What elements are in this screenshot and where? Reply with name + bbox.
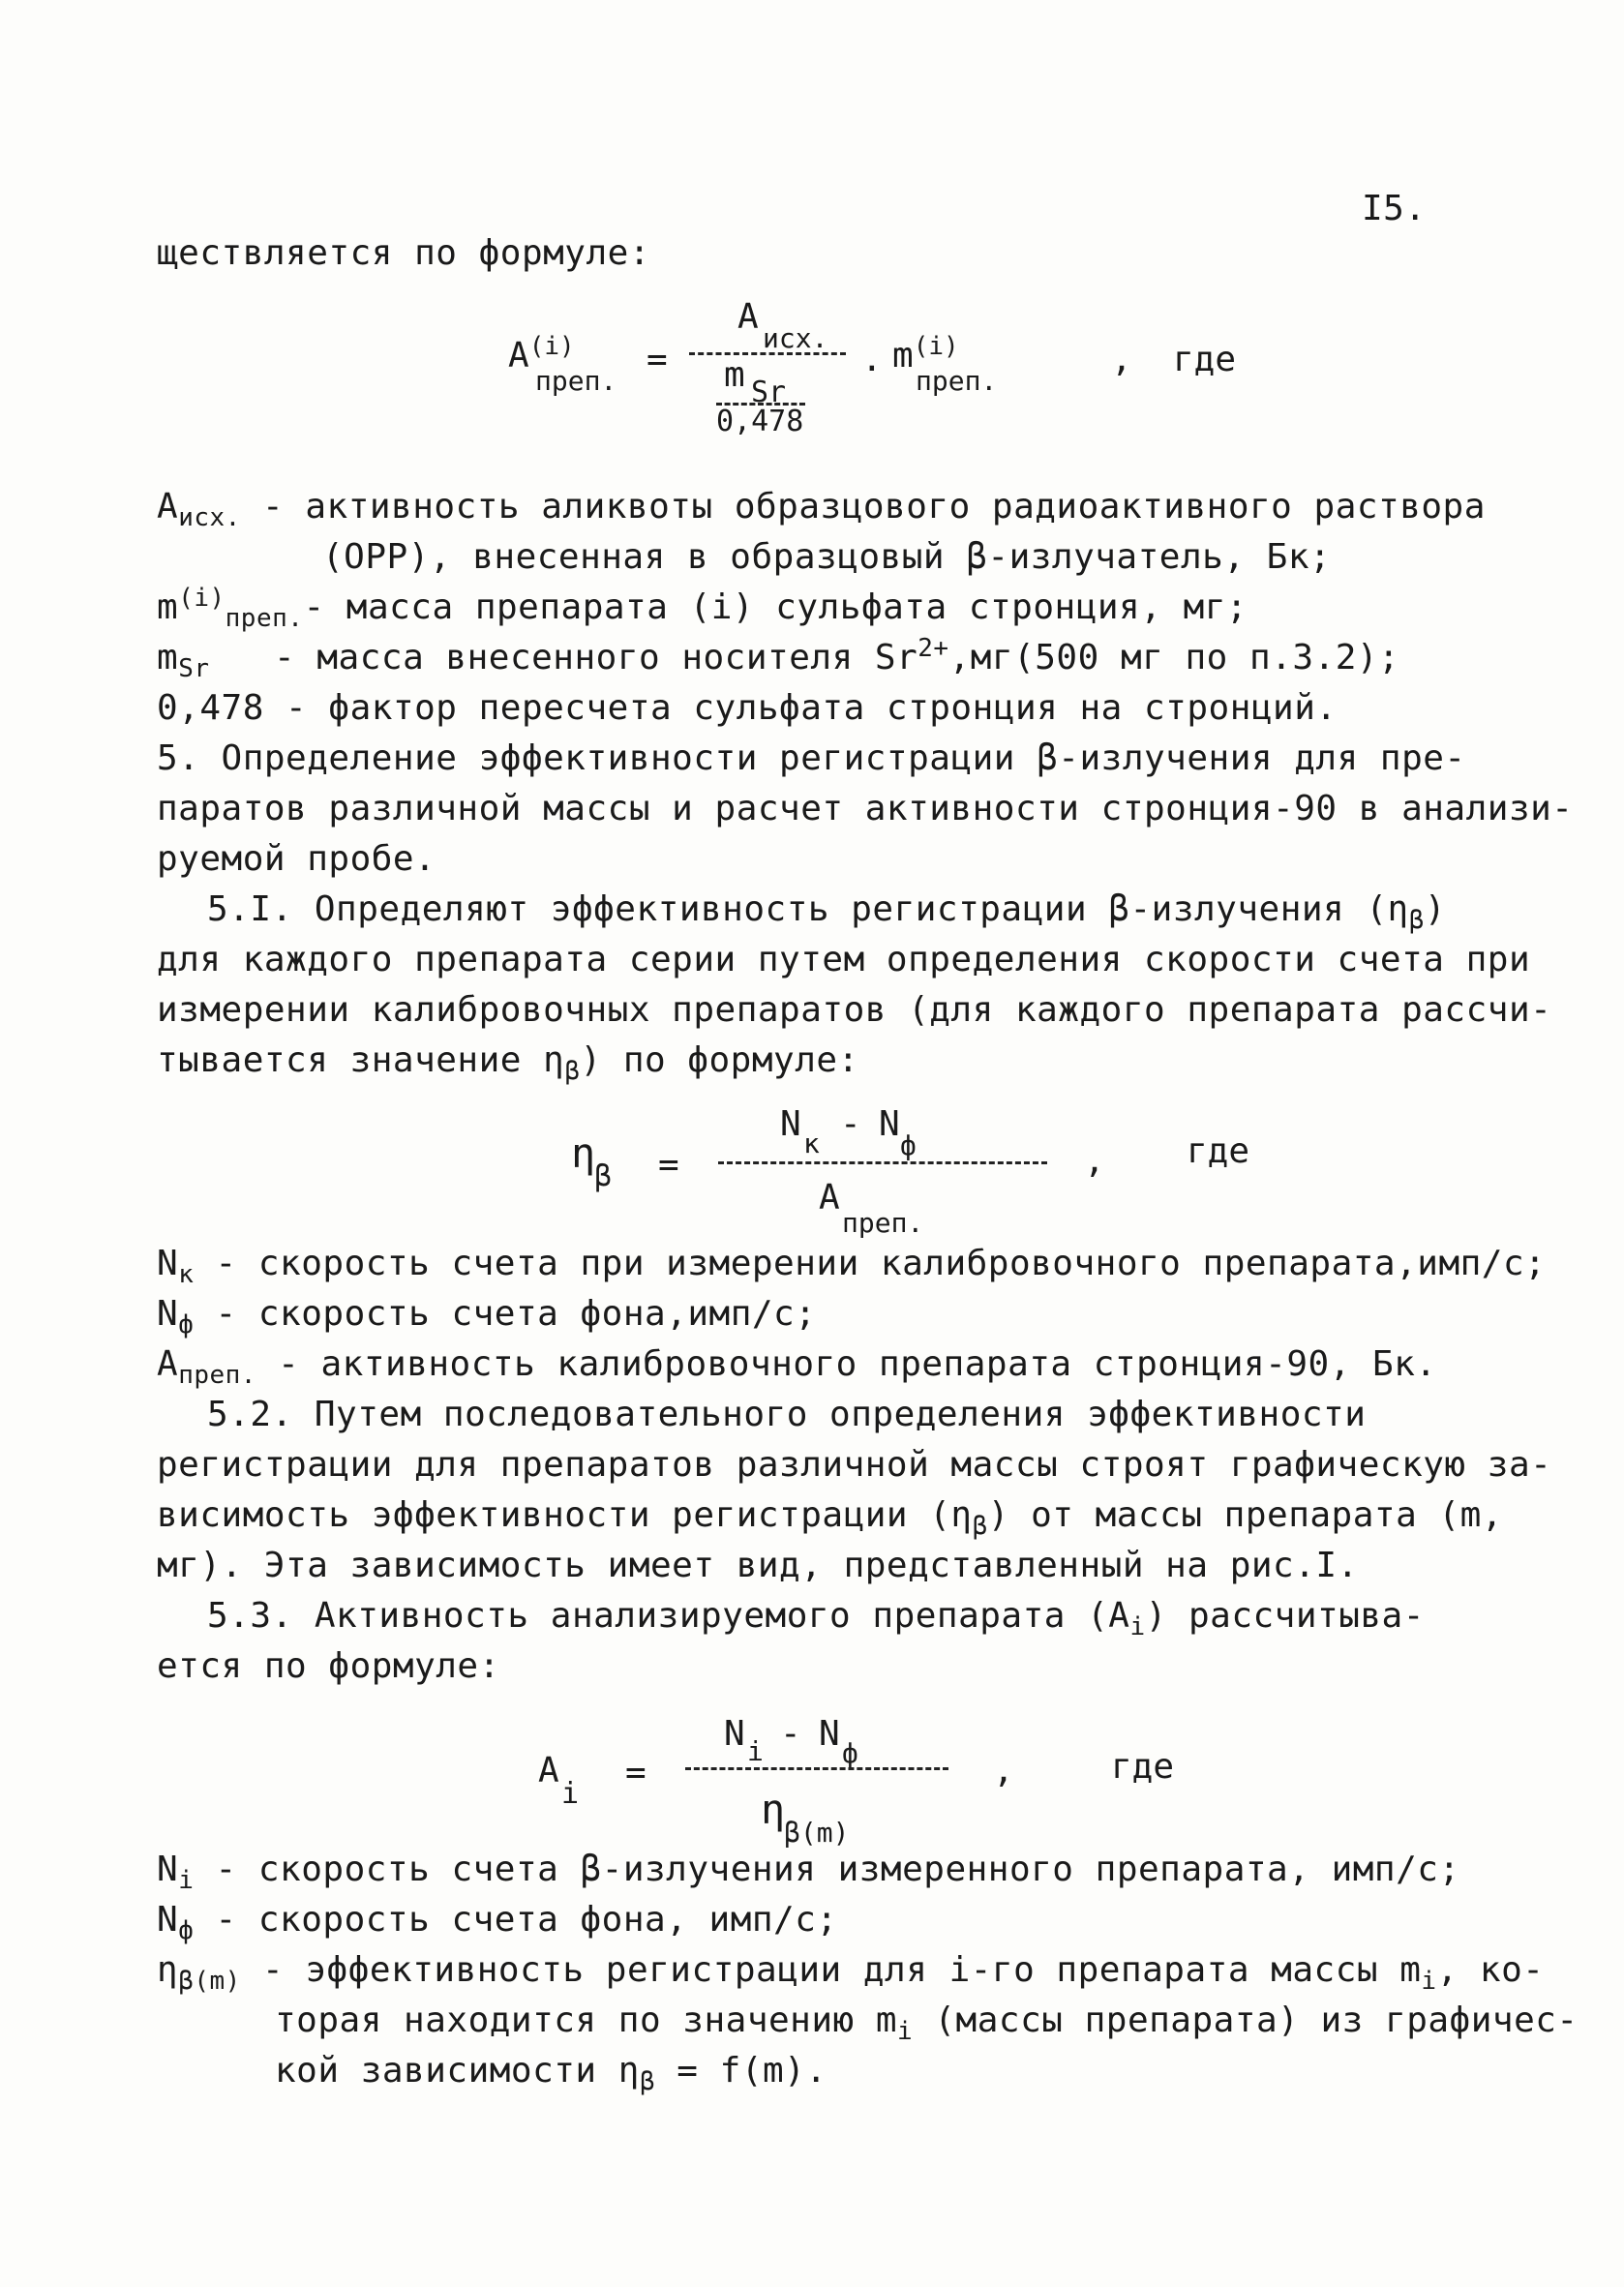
formula2-minus: -	[840, 1104, 861, 1144]
formula2-num-a: N	[780, 1104, 801, 1144]
intro-line: ществляется по формуле:	[157, 233, 650, 273]
p51-line2: для каждого препарата серии путем определения скорости счета при	[157, 940, 1531, 979]
formula1-lhs: $A^{(i)}$	[508, 332, 575, 376]
def-m-prep: $m^{(i)}_{преп.}-$ масса препарата (i) сульфата стронция, мг;	[157, 584, 1248, 634]
formula3-num-a-sub: i	[747, 1735, 764, 1767]
section5-line2: паратов различной массы и расчет активности стронция-90 в анализи-	[157, 789, 1574, 828]
formula1-dot: .	[861, 340, 883, 379]
formula3-comma: ,	[993, 1751, 1014, 1790]
formula3-den-sub: β(m)	[784, 1817, 850, 1849]
formula2-where: где	[1187, 1131, 1250, 1171]
def-eta-m-cont2: кой зависимости $\eta_\beta = f(m)$.	[275, 2051, 827, 2097]
p51-line1: 5.I. Определяют эффективность регистрации β-излучения $(\eta_\beta)$	[207, 889, 1447, 936]
formula1-rhs-sub: преп.	[916, 365, 998, 397]
formula2-den: A	[819, 1178, 840, 1218]
def-ni: $N_i$ - скорость счета β-излучения измеренного препарата, имп/с;	[157, 1850, 1460, 1896]
formula2-comma: ,	[1084, 1141, 1105, 1181]
def-factor: 0,478 - фактор пересчета сульфата стронция на стронций.	[157, 688, 1338, 728]
page-number: I5.	[1362, 189, 1427, 228]
formula3-num-b: N	[819, 1714, 840, 1754]
def-a-prep: $A_{преп.}$ - активность калибровочного препарата стронция-90, Бк.	[157, 1344, 1437, 1391]
formula2-num-a-sub: к	[803, 1128, 820, 1159]
formula3-lhs: A	[538, 1751, 559, 1790]
formula2-fraction-line	[718, 1161, 1047, 1164]
formula3-fraction-line	[685, 1767, 948, 1770]
formula2-eq: =	[658, 1145, 679, 1185]
formula3-den: η	[761, 1786, 786, 1833]
def-eta-m: $\eta_{\beta(m)}$ - эффективность регистрации для i-го препарата массы $m_i$, ко-	[157, 1950, 1545, 1997]
formula1-comma: ,	[1111, 340, 1132, 379]
section5-line1: 5. Определение эффективности регистрации β-излучения для пре-	[157, 738, 1466, 778]
formula1-eq: =	[647, 340, 668, 379]
section5-line3: руемой пробе.	[157, 839, 436, 879]
p52-line2: регистрации для препаратов различной массы строят графическую за-	[157, 1445, 1552, 1485]
p53-line2: ется по формуле:	[157, 1646, 500, 1686]
def-m-sr: $m_{Sr}$ - масса внесенного носителя $Sr^{2+},мг(500$ мг по п.3.2);	[157, 634, 1400, 684]
formula1-fraction-line	[689, 352, 846, 355]
formula1-lhs-sub: преп.	[535, 365, 617, 397]
formula1-where: где	[1173, 340, 1237, 379]
formula3-eq: =	[625, 1753, 647, 1792]
def-nf2: $N_ф$ - скорость счета фона, имп/с;	[157, 1900, 838, 1946]
formula3-num-b-sub: ф	[842, 1737, 858, 1769]
def-nf: $N_ф$ - скорость счета фона,имп/с;	[157, 1294, 817, 1340]
p52-line1: 5.2. Путем последовательного определения эффективности	[207, 1395, 1367, 1434]
formula1-num: A	[737, 297, 759, 337]
def-eta-m-cont1: торая находится по значению $m_i$ (массы препарата) из графичес-	[275, 2001, 1579, 2047]
formula3-where: где	[1111, 1747, 1175, 1787]
formula2-lhs-sub: β	[594, 1159, 613, 1193]
def-nk: $N_к$ - скорость счета при измерении калибровочного препарата,имп/с;	[157, 1244, 1547, 1290]
formula2-num-b: N	[879, 1104, 900, 1144]
p53-line1: 5.3. Активность анализируемого препарата $(A_i)$ рассчитыва-	[207, 1596, 1425, 1642]
formula3-num-a: N	[724, 1714, 745, 1754]
formula1-den-m-sub: Sr	[751, 376, 787, 409]
formula3-minus: -	[780, 1714, 801, 1754]
p51-line3: измерении калибровочных препаратов (для каждого препарата рассчи-	[157, 990, 1552, 1030]
formula2-num-b-sub: ф	[900, 1129, 917, 1161]
def-a-ish-cont: (ОРР), внесенная в образцовый β-излучатель, Бк;	[322, 537, 1332, 577]
formula1-den-factor: 0,478	[716, 405, 804, 438]
formula1-rhs: $m^{(i)}$	[892, 332, 959, 376]
p51-line4: тывается значение $\eta_\beta$) по формуле:	[157, 1040, 859, 1087]
p52-line3: висимость эффективности регистрации $(\eta_\beta)$ от массы препарата (m,	[157, 1495, 1503, 1542]
formula3-lhs-sub: i	[561, 1777, 580, 1811]
formula2-lhs: η	[571, 1129, 596, 1177]
p52-line4: мг). Эта зависимость имеет вид, представленный на рис.I.	[157, 1546, 1359, 1585]
def-a-ish: $A_{исх.}$ - активность аликвоты образцового радиоактивного раствора	[157, 487, 1486, 533]
formula1-num-sub: исх.	[763, 322, 828, 354]
formula2-den-sub: преп.	[842, 1207, 924, 1239]
formula1-den-m: m	[724, 355, 745, 395]
